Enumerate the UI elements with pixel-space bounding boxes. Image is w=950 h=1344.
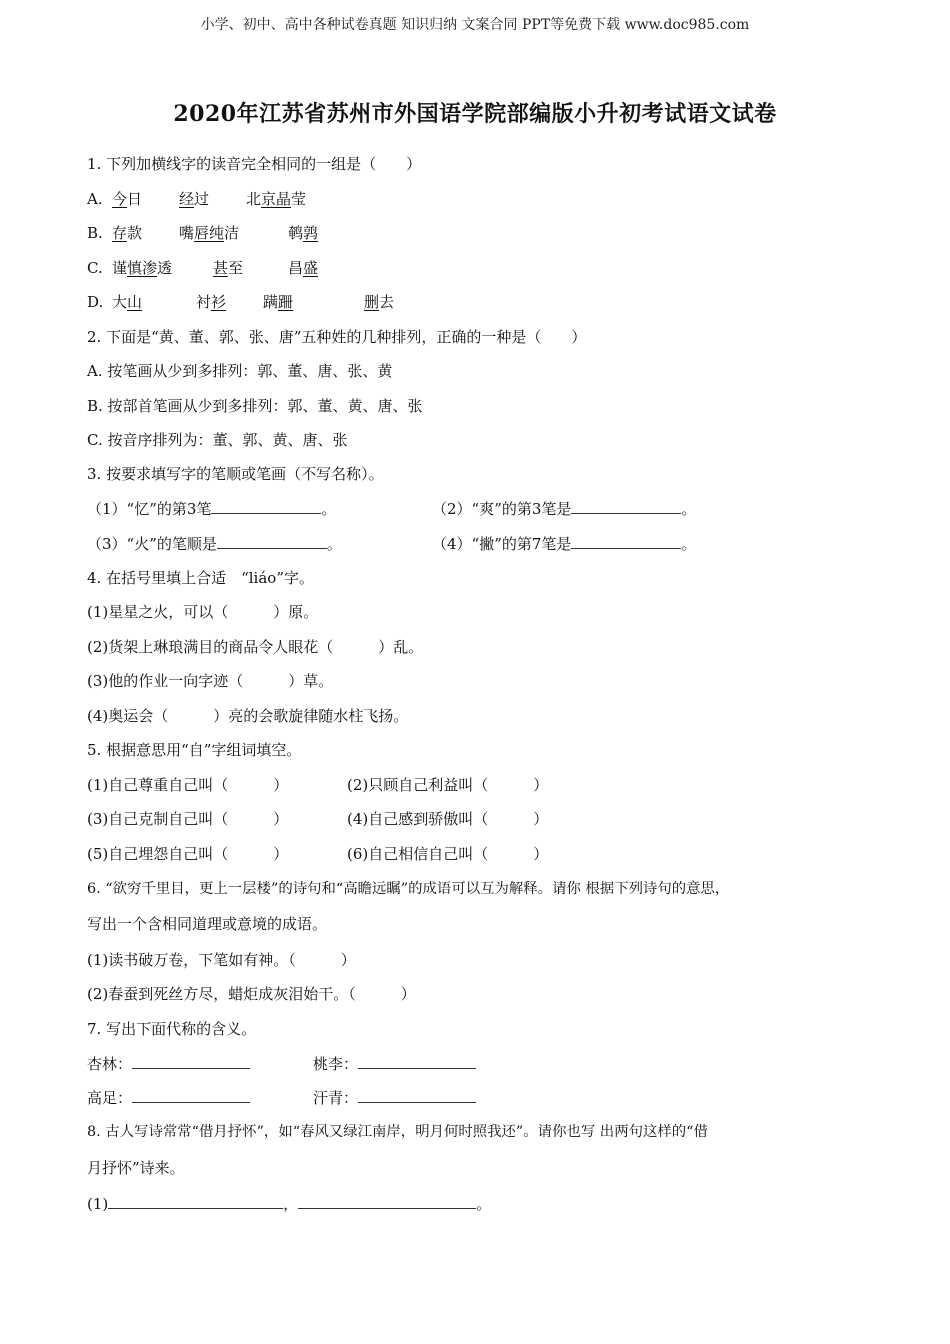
page-title: 2020年江苏省苏州市外国语学院部编版小升初考试语文试卷 [173, 101, 777, 127]
answer-blank[interactable] [358, 1088, 476, 1103]
q1-stem: 1. 下列加横线字的读音完全相同的一组是（ ） [87, 155, 422, 173]
answer-blank[interactable] [298, 1194, 476, 1209]
answer-blank[interactable] [211, 499, 321, 514]
q2-stem: 2. 下面是“黄、董、郭、张、唐”五种姓的几种排列，正确的一种是（ ） [87, 328, 587, 346]
q6-item-2: (2)春蚕到死丝方尽，蜡炬成灰泪始干。（ ） [87, 985, 416, 1003]
q4-item-2: (2)货架上琳琅满目的商品令人眼花（ ）乱。 [87, 638, 424, 656]
q6-stem-line-2: 写出一个含相同道理或意境的成语。 [87, 915, 328, 933]
q2-option-a: A. 按笔画从少到多排列：郭、董、唐、张、黄 [87, 362, 393, 380]
answer-blank[interactable] [217, 534, 327, 549]
q3-stem: 3. 按要求填写字的笔顺或笔画（不写名称）。 [87, 465, 384, 483]
q4-item-4: (4)奥运会（ ）亮的会歌旋律随水柱飞扬。 [87, 707, 409, 725]
answer-blank[interactable] [571, 534, 681, 549]
answer-blank[interactable] [108, 1194, 283, 1209]
q4-item-1: (1)星星之火，可以（ ）原。 [87, 603, 319, 621]
q4-item-3: (3)他的作业一向字迹（ ）草。 [87, 672, 334, 690]
q8-stem-line-1: 8. 古人写诗常常“借月抒怀”，如“春风又绿江南岸，明月何时照我还”。请你也写 出两句这样的“借 [87, 1124, 708, 1140]
q6-item-1: (1)读书破万卷，下笔如有神。（ ） [87, 951, 356, 969]
q8-answer-1: (1) ， 。 [87, 1195, 492, 1213]
answer-blank[interactable] [358, 1054, 476, 1069]
site-header: 小学、初中、高中各种试卷真题 知识归纳 文案合同 PPT等免费下载 www.doc985.com [200, 17, 750, 33]
q8-stem-line-2: 月抒怀”诗来。 [87, 1159, 185, 1177]
answer-blank[interactable] [132, 1088, 250, 1103]
q2-option-b: B. 按部首笔画从少到多排列：郭、董、黄、唐、张 [87, 397, 423, 415]
q7-stem: 7. 写出下面代称的含义。 [87, 1020, 257, 1038]
q5-stem: 5. 根据意思用“自”字组词填空。 [87, 741, 302, 759]
q2-option-c: C. 按音序排列为：董、郭、黄、唐、张 [87, 431, 348, 449]
answer-blank[interactable] [132, 1054, 250, 1069]
q4-stem: 4. 在括号里填上合适 “liáo”字。 [87, 569, 314, 587]
answer-blank[interactable] [571, 499, 681, 514]
q6-stem-line-1: 6. “欲穷千里目，更上一层楼”的诗句和“高瞻远瞩”的成语可以互为解释。请你 根据下列诗句的意思， [87, 881, 730, 897]
